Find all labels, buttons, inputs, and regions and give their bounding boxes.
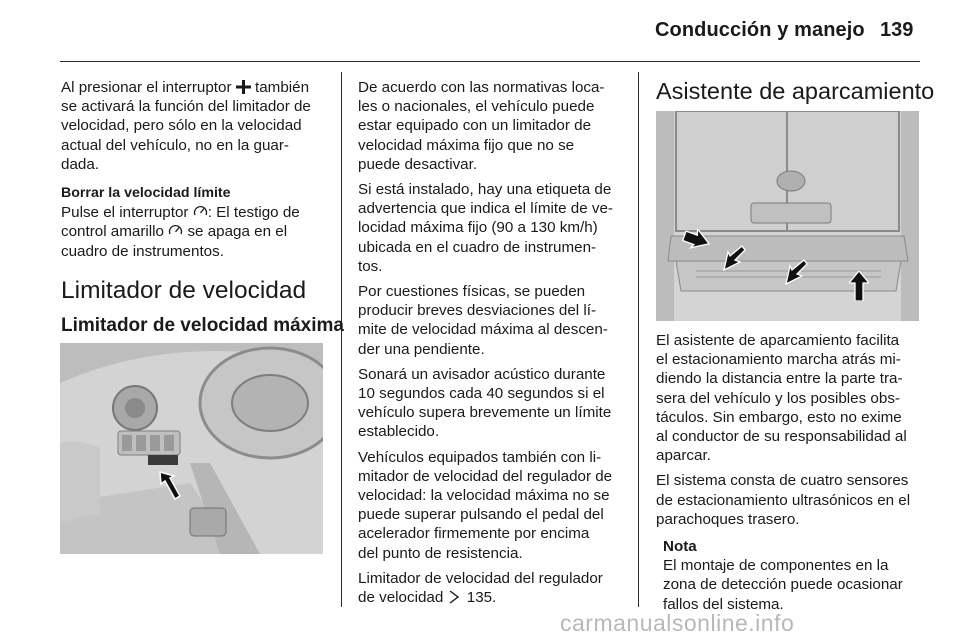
text-line: aparcar. bbox=[656, 447, 711, 465]
text-line: Limitador de velocidad del regulador bbox=[358, 569, 603, 587]
text-line: dada. bbox=[61, 155, 100, 173]
column-divider-1 bbox=[341, 72, 342, 607]
subheading-borrar: Borrar la velocidad límite bbox=[61, 185, 231, 202]
text-line: del punto de resistencia. bbox=[358, 544, 523, 562]
text-fragment: también bbox=[255, 79, 310, 96]
speed-limiter-icon bbox=[193, 205, 208, 219]
header-divider bbox=[60, 61, 920, 62]
column-divider-2 bbox=[638, 72, 639, 607]
text-line: Si está instalado, hay una etiqueta de bbox=[358, 181, 612, 199]
text-line: vehículo supera brevemente un límite bbox=[358, 404, 612, 422]
page-section-title: Conducción y manejo bbox=[655, 19, 865, 41]
text-line: actual del vehículo, no en la guar- bbox=[61, 136, 289, 154]
subheading-limitador-maxima: Limitador de velocidad máxima bbox=[61, 315, 344, 336]
pointer-arrow-icon bbox=[784, 258, 808, 286]
pointer-arrow-icon bbox=[722, 244, 746, 272]
text-line: advertencia que indica el límite de ve- bbox=[358, 200, 613, 218]
text-line: ubicada en el cuadro de instrumen- bbox=[358, 238, 597, 256]
note-title: Nota bbox=[663, 538, 697, 556]
text-line: parachoques trasero. bbox=[656, 510, 800, 528]
text-line: Pulse el interruptor : El testigo de bbox=[61, 204, 300, 222]
dashboard-illustration bbox=[60, 343, 323, 554]
text-line: 10 segundos cada 40 segundos si el bbox=[358, 385, 605, 403]
page-reference-arrow-icon bbox=[448, 590, 463, 604]
text-line: puede superar pulsando el pedal del bbox=[358, 506, 604, 524]
text-line: establecido. bbox=[358, 423, 440, 441]
text-line: Por cuestiones físicas, se pueden bbox=[358, 283, 586, 301]
text-line: locidad máxima fijo (90 a 130 km/h) bbox=[358, 219, 598, 237]
text-line: puede desactivar. bbox=[358, 155, 478, 173]
heading-asistente: Asistente de aparcamiento bbox=[656, 78, 935, 104]
column-1-text bbox=[61, 78, 331, 261]
text-line: De acuerdo con las normativas loca- bbox=[358, 79, 605, 96]
text-line: velocidad máxima fijo que no se bbox=[358, 136, 575, 154]
rear-bumper-illustration bbox=[656, 111, 919, 321]
page-number: 139 bbox=[880, 19, 914, 41]
text-line: se activará la función del limitador de bbox=[61, 98, 311, 116]
text-line: producir breves desviaciones del lí- bbox=[358, 302, 597, 320]
text-line: cuadro de instrumentos. bbox=[61, 242, 224, 260]
heading-limitador: Limitador de velocidad bbox=[61, 277, 307, 304]
text-line: Sonará un avisador acústico durante bbox=[358, 365, 606, 383]
text-line: fallos del sistema. bbox=[663, 595, 784, 613]
watermark: carmanualsonline.info bbox=[560, 610, 795, 636]
text-line: táculos. Sin embargo, esto no exime bbox=[656, 408, 902, 426]
plus-switch-icon bbox=[236, 80, 251, 94]
paragraph-switch-line bbox=[61, 78, 331, 97]
text-line: mitador de velocidad del regulador de bbox=[358, 467, 613, 485]
pointer-arrow-icon bbox=[157, 468, 185, 502]
pointer-arrow-icon bbox=[682, 229, 710, 249]
text-line: diendo la distancia entre la parte tra- bbox=[656, 370, 903, 388]
text-line: al conductor de su responsabilidad al bbox=[656, 428, 907, 446]
text-line: acelerador firmemente por encima bbox=[358, 525, 590, 543]
text-line: El asistente de aparcamiento facilita bbox=[656, 332, 900, 349]
text-line: el estacionamiento marcha atrás mi- bbox=[656, 351, 901, 369]
text-line: El sistema consta de cuatro sensores bbox=[656, 472, 909, 490]
text-line: Vehículos equipados también con li- bbox=[358, 448, 602, 466]
text-line: velocidad: la velocidad máxima no se bbox=[358, 487, 610, 505]
text-line: control amarillo se apaga en el bbox=[61, 223, 288, 241]
text-line: tos. bbox=[358, 257, 383, 275]
column-2-text bbox=[358, 78, 630, 607]
page-reference-link[interactable]: 135. bbox=[466, 589, 497, 607]
column-3-text bbox=[656, 331, 926, 614]
text-line: El montaje de componentes en la bbox=[663, 557, 889, 575]
text-line-reference: de velocidad 135. bbox=[358, 589, 497, 607]
text-line: mite de velocidad máxima al descen- bbox=[358, 321, 608, 339]
text-line: de estacionamiento ultrasónicos en el bbox=[656, 491, 911, 509]
text-fragment: Al presionar el interruptor bbox=[61, 79, 232, 96]
speed-limiter-icon bbox=[168, 224, 183, 238]
note-block bbox=[663, 537, 926, 614]
text-line: estar equipado con un limitador de bbox=[358, 117, 592, 135]
text-line: zona de detección puede ocasionar bbox=[663, 576, 903, 594]
text-line: der una pendiente. bbox=[358, 340, 485, 358]
pointer-arrow-icon bbox=[849, 271, 869, 301]
text-line: velocidad, pero sólo en la velocidad bbox=[61, 117, 302, 135]
text-line: les o nacionales, el vehículo puede bbox=[358, 98, 595, 116]
text-line: sera del vehículo y los posibles obs- bbox=[656, 389, 900, 407]
